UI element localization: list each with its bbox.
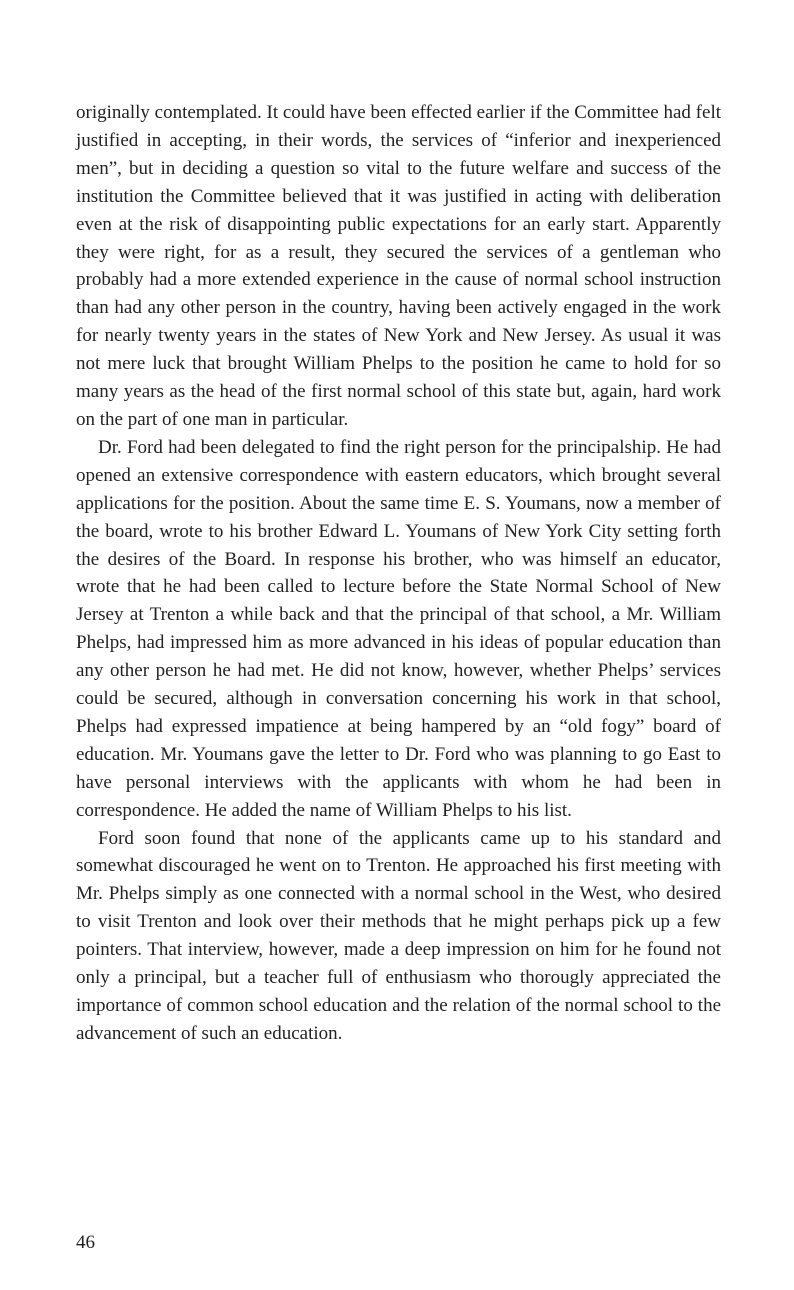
body-text (76, 99, 721, 1048)
page-number: 46 (76, 1232, 95, 1253)
paragraph-2: Dr. Ford had been delegated to find the right person for the principalship. He had opened an extensive correspondence with eastern educators, which brought several applications for the position. About the same time E. S. Youmans, now a member of the board, wrote to his brother Edward L. Youmans of New York City setting forth the desires of the Board. In response his brother, who was himself an educator, wrote that he had been called to lecture before the State Normal School of New Jersey at Trenton a while back and that the principal of that school, a Mr. William Phelps, had impressed him as more advanced in his ideas of popular education than any other person he had met. He did not know, however, whether Phelps’ services could be secured, although in conversation concerning his work in that school, Phelps had expressed impatience at being hampered by an “old fogy” board of education. Mr. Youmans gave the letter to Dr. Ford who was planning to go East to have personal interviews with the applicants with whom he had been in correspondence. He added the name of William Phelps to his list. (76, 436, 721, 821)
paragraph-3: Ford soon found that none of the applicants came up to his standard and somewhat discouraged he went on to Trenton. He approached his first meeting with Mr. Phelps simply as one connected with a normal school in the West, who desired to visit Trenton and look over their methods that he might perhaps pick up a few pointers. That interview, however, made a deep impression on him for he found not only a principal, but a teacher full of enthusiasm who thorougly appreciated the importance of common school education and the relation of the normal school to the advancement of such an education. (76, 827, 721, 1044)
paragraph-1: originally contemplated. It could have been effected earlier if the Committee had felt justified in accepting, in their words, the services of “inferior and inexperienced men”, but in deciding a question so vital to the future welfare and success of the institution the Committee believed that it was justified in acting with deliberation even at the risk of disappointing public expectations for an early start. Apparently they were right, for as a result, they secured the services of a gentleman who probably had a more extended experience in the cause of normal school instruction than had any other person in the country, having been actively engaged in the work for nearly twenty years in the states of New York and New Jersey. As usual it was not mere luck that brought William Phelps to the position he came to hold for so many years as the head of the first normal school of this state but, again, hard work on the part of one man in particular. (76, 102, 721, 430)
